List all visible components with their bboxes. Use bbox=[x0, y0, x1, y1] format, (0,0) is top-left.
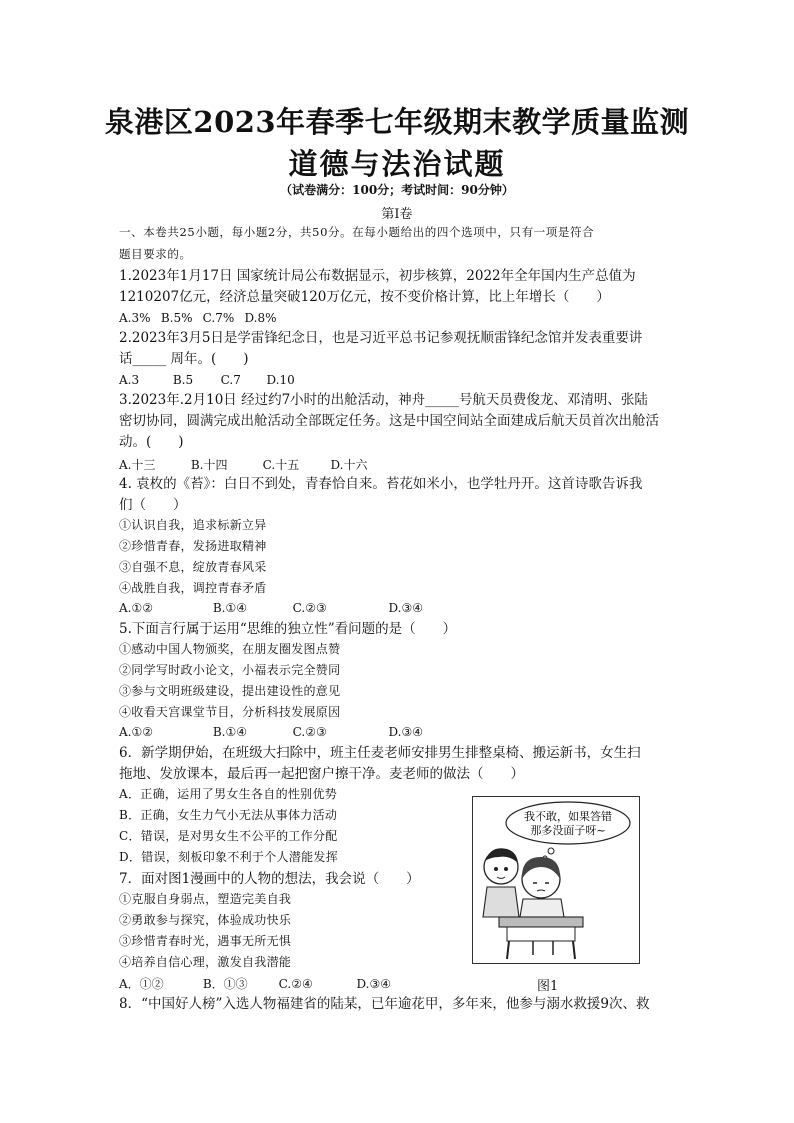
question-4-line-2: 们（ ） bbox=[119, 497, 187, 513]
option-d[interactable]: D.③④ bbox=[356, 977, 392, 991]
exam-subject-title: 道德与法治试题 bbox=[288, 147, 506, 181]
question-6-option-d[interactable]: D．错误，刻板印象不利于个人潜能发挥 bbox=[119, 850, 339, 864]
exam-info: （试卷满分：100分；考试时间：90分钟） bbox=[280, 183, 514, 197]
question-3-line-3: 动。( ) bbox=[119, 434, 184, 450]
bubble-dot-1 bbox=[548, 848, 554, 854]
desk-leg bbox=[573, 941, 575, 959]
question-7-item-4: ④培养自信心理，激发自我潜能 bbox=[119, 955, 292, 969]
option-c[interactable]: C.十五 bbox=[262, 458, 300, 472]
option-b[interactable]: B.①④ bbox=[212, 601, 247, 615]
question-4-item-3: ③自强不息，绽放青春风采 bbox=[119, 560, 267, 574]
desk-leg bbox=[507, 941, 509, 959]
instructions-line-2: 题目要求的。 bbox=[119, 247, 192, 261]
boy-eye bbox=[494, 867, 498, 871]
question-6-line-2: 拖地、发放课本，最后再一起把窗户擦干净。麦老师的做法（ ） bbox=[119, 766, 524, 782]
exam-title: 泉港区2023年春季七年级期末教学质量监测 bbox=[104, 105, 690, 139]
boy-body bbox=[483, 887, 519, 917]
question-8-line-1: 8．“中国好人榜”入选人物福建省的陆某，已年逾花甲，多年来，他参与溺水救援9次、救 bbox=[119, 996, 650, 1012]
option-d[interactable]: D.十六 bbox=[330, 458, 368, 472]
volume-heading: 第Ⅰ卷 bbox=[381, 207, 413, 222]
desk-drawer bbox=[507, 927, 575, 941]
question-3-options bbox=[119, 456, 394, 473]
question-4-item-1: ①认识自我，追求标新立异 bbox=[119, 518, 267, 532]
question-7-item-2: ②勇敢参与探究，体验成功快乐 bbox=[119, 913, 292, 927]
option-a[interactable]: A.①② bbox=[119, 601, 153, 615]
question-7-item-3: ③珍惜青春时光，遇事无所无惧 bbox=[119, 934, 292, 948]
option-a[interactable]: A．①② bbox=[119, 977, 164, 991]
option-d[interactable]: D.③④ bbox=[388, 601, 424, 615]
question-5-options bbox=[119, 725, 448, 739]
option-a[interactable]: A.十三 bbox=[119, 458, 156, 472]
question-1-line-2: 1210207亿元，经济总量突破120万亿元，按不变价格计算，比上年增长（ ） bbox=[119, 289, 610, 305]
question-1-options bbox=[119, 311, 282, 325]
speech-bubble bbox=[506, 802, 630, 844]
instructions-line-1: 一、本卷共25小题，每小题2分，共50分。在每小题给出的四个选项中，只有一项是符合 bbox=[119, 225, 595, 239]
option-d[interactable]: D.③④ bbox=[388, 725, 424, 739]
option-a[interactable]: A.3% bbox=[119, 311, 151, 325]
question-4-item-2: ②珍惜青春，发扬进取精神 bbox=[119, 539, 267, 553]
option-b[interactable]: B．①③ bbox=[202, 977, 248, 991]
question-1-line-1: 1.2023年1月17日 国家统计局公布数据显示，初步核算，2022年全年国内生产总值为 bbox=[119, 268, 636, 284]
question-5-item-1: ①感动中国人物颁奖，在朋友圈发图点赞 bbox=[119, 642, 341, 656]
question-2-line-1: 2.2023年3月5日是学雷锋纪念日，也是习近平总书记参观抚顺雷锋纪念馆并发表重要讲 bbox=[119, 330, 643, 346]
question-7-line-1: 7．面对图1漫画中的人物的想法，我会说（ ） bbox=[119, 871, 420, 887]
question-6-line-1: 6．新学期伊始，在班级大扫除中，班主任麦老师安排男生排整桌椅、搬运新书，女生扫 bbox=[119, 745, 641, 761]
option-a[interactable]: A.3 bbox=[119, 373, 140, 387]
figure-caption: 图1 bbox=[537, 979, 559, 994]
option-c[interactable]: C.②③ bbox=[292, 725, 327, 739]
bubble-text-1: 我不敢，如果答错 bbox=[524, 810, 612, 823]
option-c[interactable]: C.7% bbox=[202, 311, 235, 325]
boy-eye bbox=[504, 867, 508, 871]
question-4-item-4: ④战胜自我，调控青春矛盾 bbox=[119, 581, 267, 595]
question-7-options bbox=[119, 975, 416, 992]
question-2-line-2: 话_____ 周年。( ) bbox=[119, 351, 249, 367]
question-2-options bbox=[119, 373, 308, 387]
question-4-line-1: 4. 袁枚的《苔》：白日不到处，青春恰自来。苔花如米小，也学牡丹开。这首诗歌告诉我 bbox=[119, 476, 643, 492]
cartoon-figure bbox=[472, 796, 640, 964]
option-c[interactable]: C.7 bbox=[220, 373, 241, 387]
option-d[interactable]: D.8% bbox=[244, 311, 277, 325]
cartoon-drawing bbox=[473, 797, 639, 963]
question-7-item-1: ①克服自身弱点，塑造完美自我 bbox=[119, 892, 292, 906]
option-b[interactable]: B.十四 bbox=[190, 458, 228, 472]
desk-top bbox=[499, 917, 583, 927]
question-3-line-2: 密切协同，圆满完成出舱活动全部既定任务。这是中国空间站全面建成后航天员首次出舱活 bbox=[119, 413, 659, 429]
question-3-line-1: 3.2023年.2月10日 经过约7小时的出舱活动，神舟_____号航天员费俊龙、邓清明、张陆 bbox=[119, 392, 648, 408]
question-4-options bbox=[119, 601, 448, 615]
option-b[interactable]: B.①④ bbox=[212, 725, 247, 739]
question-5-item-3: ③参与文明班级建设，提出建设性的意见 bbox=[119, 684, 341, 698]
question-5-item-2: ②同学写时政小论文，小福表示完全赞同 bbox=[119, 663, 341, 677]
question-5-item-4: ④收看天宫课堂节目，分析科技发展原因 bbox=[119, 705, 341, 719]
question-6-option-b[interactable]: B．正确，女生力气小无法从事体力活动 bbox=[119, 808, 338, 822]
option-d[interactable]: D.10 bbox=[266, 373, 295, 387]
option-b[interactable]: B.5 bbox=[172, 373, 194, 387]
option-a[interactable]: A.①② bbox=[119, 725, 153, 739]
option-b[interactable]: B.5% bbox=[160, 311, 193, 325]
question-6-option-a[interactable]: A．正确，运用了男女生各自的性别优势 bbox=[119, 787, 338, 801]
question-5-line-1: 5.下面言行属于运用“思维的独立性”看问题的是（ ） bbox=[119, 621, 457, 637]
question-6-option-c[interactable]: C．错误，是对男女生不公平的工作分配 bbox=[119, 829, 338, 843]
bubble-text-2: 那多没面子呀~ bbox=[530, 824, 606, 837]
option-c[interactable]: C.②③ bbox=[292, 601, 327, 615]
option-c[interactable]: C.②④ bbox=[278, 977, 313, 991]
